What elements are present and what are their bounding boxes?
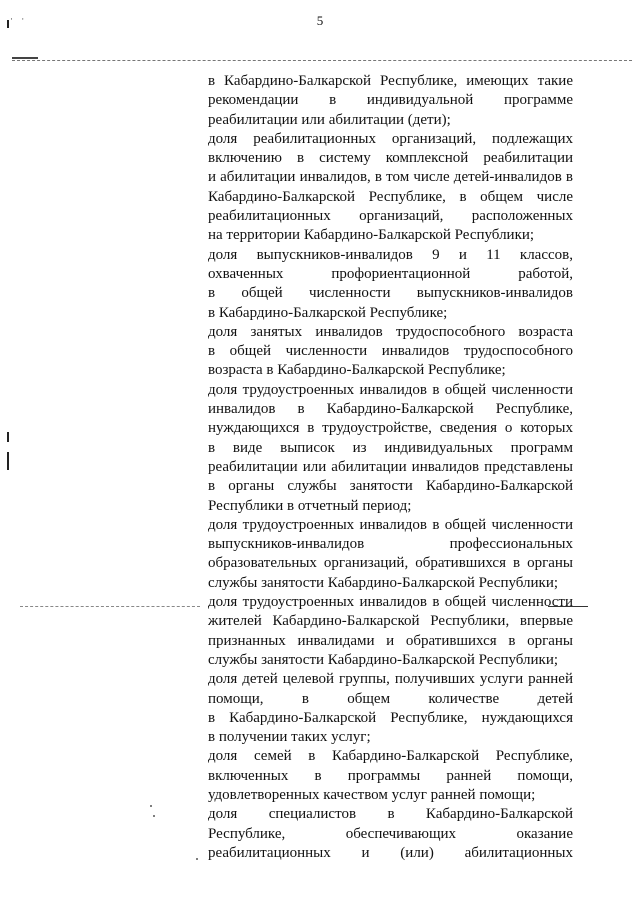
- text-line: инвалидов в Кабардино-Балкарской Республике,: [208, 401, 573, 418]
- text-line: помощи, в общем количестве детей: [208, 690, 573, 707]
- text-line: жителей Кабардино-Балкарской Республики, впервые: [208, 613, 573, 630]
- text-line: службы занятости Кабардино-Балкарской Республики;: [208, 651, 559, 668]
- text-line: в общей численности выпускников-инвалидов: [208, 285, 573, 302]
- document-body: [208, 72, 573, 863]
- scan-speck: [196, 858, 198, 860]
- text-line: в виде выписок из индивидуальных программ: [208, 439, 573, 456]
- text-line: включению в систему комплексной реабилитации: [208, 150, 573, 167]
- text-line: доля выпускников-инвалидов 9 и 11 классов,: [208, 246, 573, 263]
- text-line: включенных в программы ранней помощи,: [208, 767, 573, 784]
- text-line: признанных инвалидами и обратившихся в органы: [208, 632, 573, 649]
- scan-margin-mark: [7, 452, 9, 470]
- text-line: рекомендации в индивидуальной программе: [208, 92, 573, 109]
- text-line: и абилитации инвалидов, в том числе детей-инвалидов в: [208, 169, 573, 186]
- text-line: службы занятости Кабардино-Балкарской Республики;: [208, 574, 559, 591]
- page-number: 5: [316, 13, 324, 28]
- text-line: доля трудоустроенных инвалидов в общей численности: [208, 381, 573, 398]
- text-line: доля трудоустроенных инвалидов в общей численности: [208, 516, 573, 533]
- text-line: Кабардино-Балкарской Республике, в общем числе: [208, 188, 573, 205]
- scan-rule-left: [20, 606, 200, 607]
- text-line: доля детей целевой группы, получивших услуги ранней: [208, 671, 573, 688]
- text-line: доля трудоустроенных инвалидов в общей численности: [208, 594, 573, 611]
- scan-margin-mark: [7, 432, 9, 442]
- text-line: выпускников-инвалидов профессиональных: [208, 536, 573, 553]
- text-line: удовлетворенных качеством услуг ранней помощи;: [208, 786, 536, 803]
- text-line: в Кабардино-Балкарской Республике;: [208, 304, 448, 321]
- text-line: в Кабардино-Балкарской Республике, нуждающихся: [208, 709, 573, 726]
- text-line: возраста в Кабардино-Балкарской Республике;: [208, 362, 506, 379]
- text-line: доля реабилитационных организаций, подлежащих: [208, 130, 573, 147]
- text-line: доля семей в Кабардино-Балкарской Республике,: [208, 748, 573, 765]
- text-line: в органы службы занятости Кабардино-Балкарской: [208, 478, 573, 495]
- header-rule: [12, 60, 632, 61]
- text-line: образовательных организаций, обратившихся в органы: [208, 555, 573, 572]
- scan-speck: [150, 805, 152, 807]
- text-line: реабилитационных организаций, расположенных: [208, 208, 573, 225]
- scan-corner-marks: · ·: [10, 14, 28, 24]
- header-rule-start: [12, 57, 38, 59]
- text-line: на территории Кабардино-Балкарской Республики;: [208, 227, 535, 244]
- text-line: нуждающихся в трудоустройстве, сведения о которых: [208, 420, 573, 437]
- text-line: реабилитации или абилитации (дети);: [208, 111, 451, 128]
- text-line: реабилитации или абилитации инвалидов представлены: [208, 458, 573, 475]
- text-line: в получении таких услуг;: [208, 729, 371, 746]
- scan-speck: [153, 815, 155, 817]
- text-line: в общей численности инвалидов трудоспособного: [208, 343, 573, 360]
- text-line: доля занятых инвалидов трудоспособного возраста: [208, 323, 573, 340]
- text-line: реабилитационных и (или) абилитационных: [208, 844, 573, 861]
- text-line: доля специалистов в Кабардино-Балкарской: [208, 806, 573, 823]
- scan-margin-mark: [7, 20, 9, 28]
- text-line: Республике, обеспечивающих оказание: [208, 825, 573, 842]
- text-line: охваченных профориентационной работой,: [208, 265, 573, 282]
- text-line: Республики в отчетный период;: [208, 497, 412, 514]
- text-line: в Кабардино-Балкарской Республике, имеющих такие: [208, 73, 573, 89]
